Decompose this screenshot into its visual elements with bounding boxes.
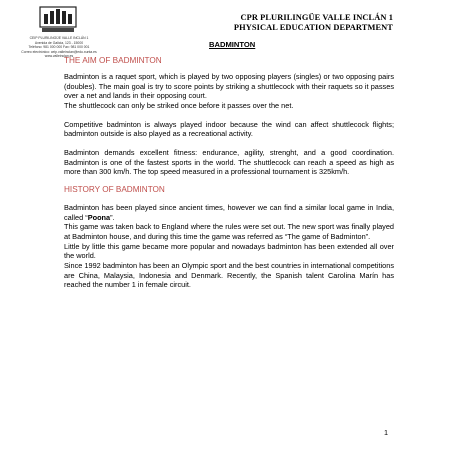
- section-heading-aim: THE AIM OF BADMINTON: [64, 56, 162, 65]
- school-name: CPR PLURILINGÜE VALLE INCLÁN 1: [240, 13, 393, 22]
- letterhead-line: Teléfono: 981 000 000 Fax: 981 000 001: [28, 45, 90, 50]
- paragraph: The shuttlecock can only be striked once before it passes over the net.: [64, 100, 294, 110]
- paragraph: Badminton is a raquet sport, which is played by two opposing players (singles) or two opposing pairs (doubles). The main goal is try to score points by striking a shuttlecock with their raquets so it passes over a net and lands in their opposing court.: [64, 72, 394, 101]
- school-letterhead: [4, 6, 114, 59]
- paragraph: Little by little this game became more popular and nowadays badminton has been extended all over the world.: [64, 241, 394, 261]
- letterhead-line: www.valleinclan.es: [44, 54, 74, 59]
- document-body: [64, 56, 394, 290]
- letterhead-line: CEIP PLURILINGÜE VALLE INCLÁN 1: [29, 36, 89, 40]
- paragraph: Since 1992 badminton has been an Olympic sport and the best countries in international competitions are China, Malaysia, Indonesia and Denmark. Recently, the Spanish talent Carolina Marín has reached the number 1 in female circuit.: [64, 260, 394, 290]
- paragraph: This game was taken back to England where the rules were set out. The new sport was finally played at Badminton house, and during this time the game was referred as “The game of Badminton”.: [64, 222, 394, 241]
- page-number: 1: [384, 428, 389, 437]
- paragraph: [64, 203, 394, 222]
- document-title: BADMINTON: [209, 40, 256, 49]
- section-heading-history: HISTORY OF BADMINTON: [64, 184, 165, 194]
- poona-term: Poona: [87, 212, 111, 222]
- letterhead-line: Avenida de Galicia, 123 - 15000: [34, 40, 84, 45]
- paragraph-text: ”.: [110, 212, 115, 222]
- department-name: PHYSICAL EDUCATION DEPARTMENT: [233, 22, 393, 32]
- paragraph: Competitive badminton is always played indoor because the wind can affect shuttlecock flights; badminton outside is also played as a recreational activity.: [64, 119, 394, 139]
- page-header: [234, 13, 393, 32]
- school-logo: [39, 6, 77, 34]
- paragraph: Badminton demands excellent fitness: endurance, agility, strenght, and a good coordination. Badminton is one of the fastest sports in the world. The shuttlecock can reach a speed as high as more than 300 km/h. The top speed measured in a professional tournament is 325km/h.: [64, 147, 394, 177]
- letterhead-line: Correo electrónico: ceip.valleinclan@edu.xunta.es: [21, 49, 97, 54]
- paragraph-text: Badminton has been played since ancient times, however we can find a similar local game in India, called “: [64, 202, 394, 222]
